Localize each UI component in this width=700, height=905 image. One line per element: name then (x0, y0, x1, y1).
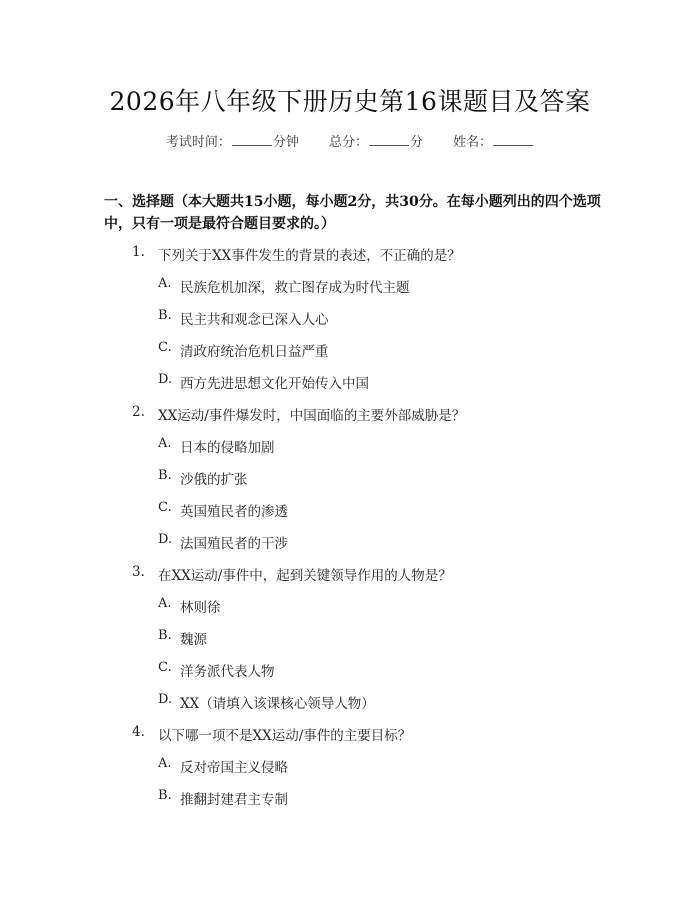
option-letter: A. (158, 756, 172, 771)
answer-option (0, 688, 700, 720)
question-number: 1. (132, 244, 145, 260)
option-text: 魏源 (180, 632, 207, 648)
option-text: 清政府统治危机日益严重 (180, 344, 329, 360)
question-number: 2. (132, 404, 145, 420)
option-letter: A. (158, 596, 172, 611)
answer-option (0, 336, 700, 368)
answer-option (0, 752, 700, 784)
option-letter: C. (158, 500, 172, 515)
total-score-label: 总分： (328, 135, 368, 150)
option-text: 英国殖民者的渗透 (180, 504, 288, 520)
student-name-blank (493, 133, 533, 146)
option-text: 法国殖民者的干涉 (180, 536, 288, 552)
question-number: 3. (132, 564, 145, 580)
question-stem (0, 720, 700, 752)
option-letter: A. (158, 436, 172, 451)
answer-option (0, 656, 700, 688)
exam-time-field (166, 135, 303, 150)
total-score-unit: 分 (410, 135, 424, 150)
answer-option (0, 784, 700, 816)
section-heading: 一、选择题（本大题共15小题，每小题2分，共30分。在每小题列出的四个选项中，只有一项是最符合题目要求的。） (104, 194, 601, 232)
exam-meta-line (0, 131, 700, 150)
question-block (0, 560, 700, 720)
question-stem (0, 240, 700, 272)
answer-option (0, 624, 700, 656)
option-text: 日本的侵略加剧 (180, 440, 275, 456)
student-name-label: 姓名： (453, 135, 493, 150)
option-letter: D. (158, 372, 173, 387)
option-text: 沙俄的扩张 (180, 472, 248, 488)
option-letter: B. (158, 468, 172, 483)
option-letter: C. (158, 660, 172, 675)
question-block (0, 400, 700, 560)
option-letter: B. (158, 628, 172, 643)
question-text: 在XX运动/事件中，起到关键领导作用的人物是？ (158, 568, 452, 584)
answer-option (0, 592, 700, 624)
question-text: 以下哪一项不是XX运动/事件的主要目标？ (158, 728, 412, 744)
answer-option (0, 464, 700, 496)
answer-option (0, 528, 700, 560)
exam-time-label: 考试时间： (165, 135, 231, 150)
option-letter: D. (158, 532, 173, 547)
option-letter: A. (158, 276, 172, 291)
answer-option (0, 368, 700, 400)
option-text: 民主共和观念已深入人心 (180, 312, 329, 328)
question-text: XX运动/事件爆发时，中国面临的主要外部威胁是？ (158, 408, 466, 424)
question-list (0, 240, 700, 816)
question-number: 4. (132, 724, 145, 740)
answer-option (0, 496, 700, 528)
exam-time-blank (232, 133, 272, 146)
exam-time-unit: 分钟 (272, 135, 299, 150)
question-text: 下列关于XX事件发生的背景的表述，不正确的是？ (158, 248, 461, 264)
option-text: 林则徐 (180, 600, 221, 616)
option-text: XX（请填入该课核心领导人物） (180, 696, 375, 712)
option-text: 民族危机加深，救亡图存成为时代主题 (180, 280, 410, 296)
question-stem (0, 560, 700, 592)
option-text: 推翻封建君主专制 (180, 792, 288, 808)
total-score-field (329, 135, 427, 150)
question-block (0, 720, 700, 816)
option-text: 反对帝国主义侵略 (180, 760, 288, 776)
answer-option (0, 432, 700, 464)
option-letter: D. (158, 692, 173, 707)
option-text: 洋务派代表人物 (180, 664, 275, 680)
student-name-field (453, 135, 534, 150)
option-text: 西方先进思想文化开始传入中国 (180, 376, 369, 392)
question-block (0, 240, 700, 400)
answer-option (0, 272, 700, 304)
question-stem (0, 400, 700, 432)
option-letter: C. (158, 340, 172, 355)
option-letter: B. (158, 308, 172, 323)
total-score-blank (369, 133, 409, 146)
option-letter: B. (158, 788, 172, 803)
answer-option (0, 304, 700, 336)
page-title: 2026年八年级下册历史第16课题目及答案 (109, 87, 591, 116)
